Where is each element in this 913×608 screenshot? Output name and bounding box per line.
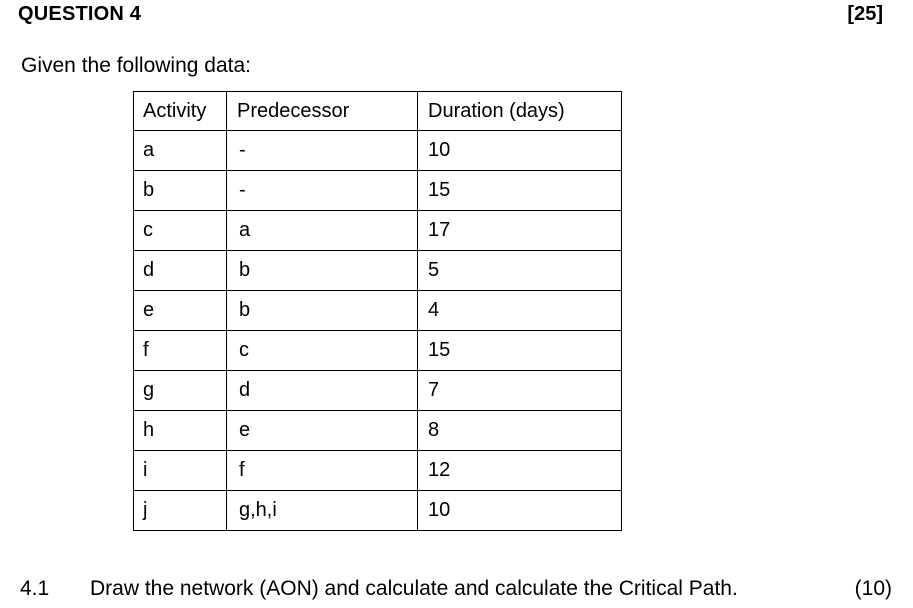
subquestion-text: Draw the network (AON) and calculate and calculate the Critical Path. bbox=[90, 577, 738, 600]
cell-predecessor: - bbox=[227, 131, 418, 171]
table-row bbox=[134, 251, 622, 291]
cell-activity: d bbox=[134, 251, 227, 291]
cell-duration: 5 bbox=[418, 251, 622, 291]
cell-duration: 15 bbox=[418, 331, 622, 371]
table-header bbox=[134, 92, 622, 131]
cell-activity: b bbox=[134, 171, 227, 211]
cell-predecessor: a bbox=[227, 211, 418, 251]
cell-predecessor: e bbox=[227, 411, 418, 451]
header-row bbox=[134, 92, 622, 131]
table-body bbox=[134, 131, 622, 531]
cell-predecessor: g,h,i bbox=[227, 491, 418, 531]
cell-duration: 7 bbox=[418, 371, 622, 411]
cell-duration: 10 bbox=[418, 131, 622, 171]
cell-activity: i bbox=[134, 451, 227, 491]
header-activity: Activity bbox=[134, 92, 227, 131]
cell-predecessor: d bbox=[227, 371, 418, 411]
subquestion-marks: (10) bbox=[854, 577, 892, 600]
cell-activity: c bbox=[134, 211, 227, 251]
cell-activity: g bbox=[134, 371, 227, 411]
table-row bbox=[134, 131, 622, 171]
table-row bbox=[134, 371, 622, 411]
cell-duration: 10 bbox=[418, 491, 622, 531]
question-heading: QUESTION 4 bbox=[18, 3, 142, 25]
table-row bbox=[134, 211, 622, 251]
cell-duration: 4 bbox=[418, 291, 622, 331]
header-predecessor: Predecessor bbox=[227, 92, 418, 131]
cell-duration: 8 bbox=[418, 411, 622, 451]
subquestion-number: 4.1 bbox=[20, 577, 50, 600]
table-row bbox=[134, 171, 622, 211]
cell-predecessor: - bbox=[227, 171, 418, 211]
table-row bbox=[134, 491, 622, 531]
table-row bbox=[134, 411, 622, 451]
cell-duration: 12 bbox=[418, 451, 622, 491]
cell-predecessor: f bbox=[227, 451, 418, 491]
activity-table bbox=[133, 91, 622, 531]
cell-predecessor: b bbox=[227, 291, 418, 331]
cell-predecessor: b bbox=[227, 251, 418, 291]
cell-activity: h bbox=[134, 411, 227, 451]
cell-predecessor: c bbox=[227, 331, 418, 371]
cell-activity: a bbox=[134, 131, 227, 171]
cell-activity: j bbox=[134, 491, 227, 531]
cell-duration: 15 bbox=[418, 171, 622, 211]
table-row bbox=[134, 331, 622, 371]
table-row bbox=[134, 451, 622, 491]
table-row bbox=[134, 291, 622, 331]
cell-activity: e bbox=[134, 291, 227, 331]
intro-text: Given the following data: bbox=[21, 54, 251, 77]
header-duration: Duration (days) bbox=[418, 92, 622, 131]
cell-activity: f bbox=[134, 331, 227, 371]
question-total-marks: [25] bbox=[847, 3, 883, 25]
cell-duration: 17 bbox=[418, 211, 622, 251]
